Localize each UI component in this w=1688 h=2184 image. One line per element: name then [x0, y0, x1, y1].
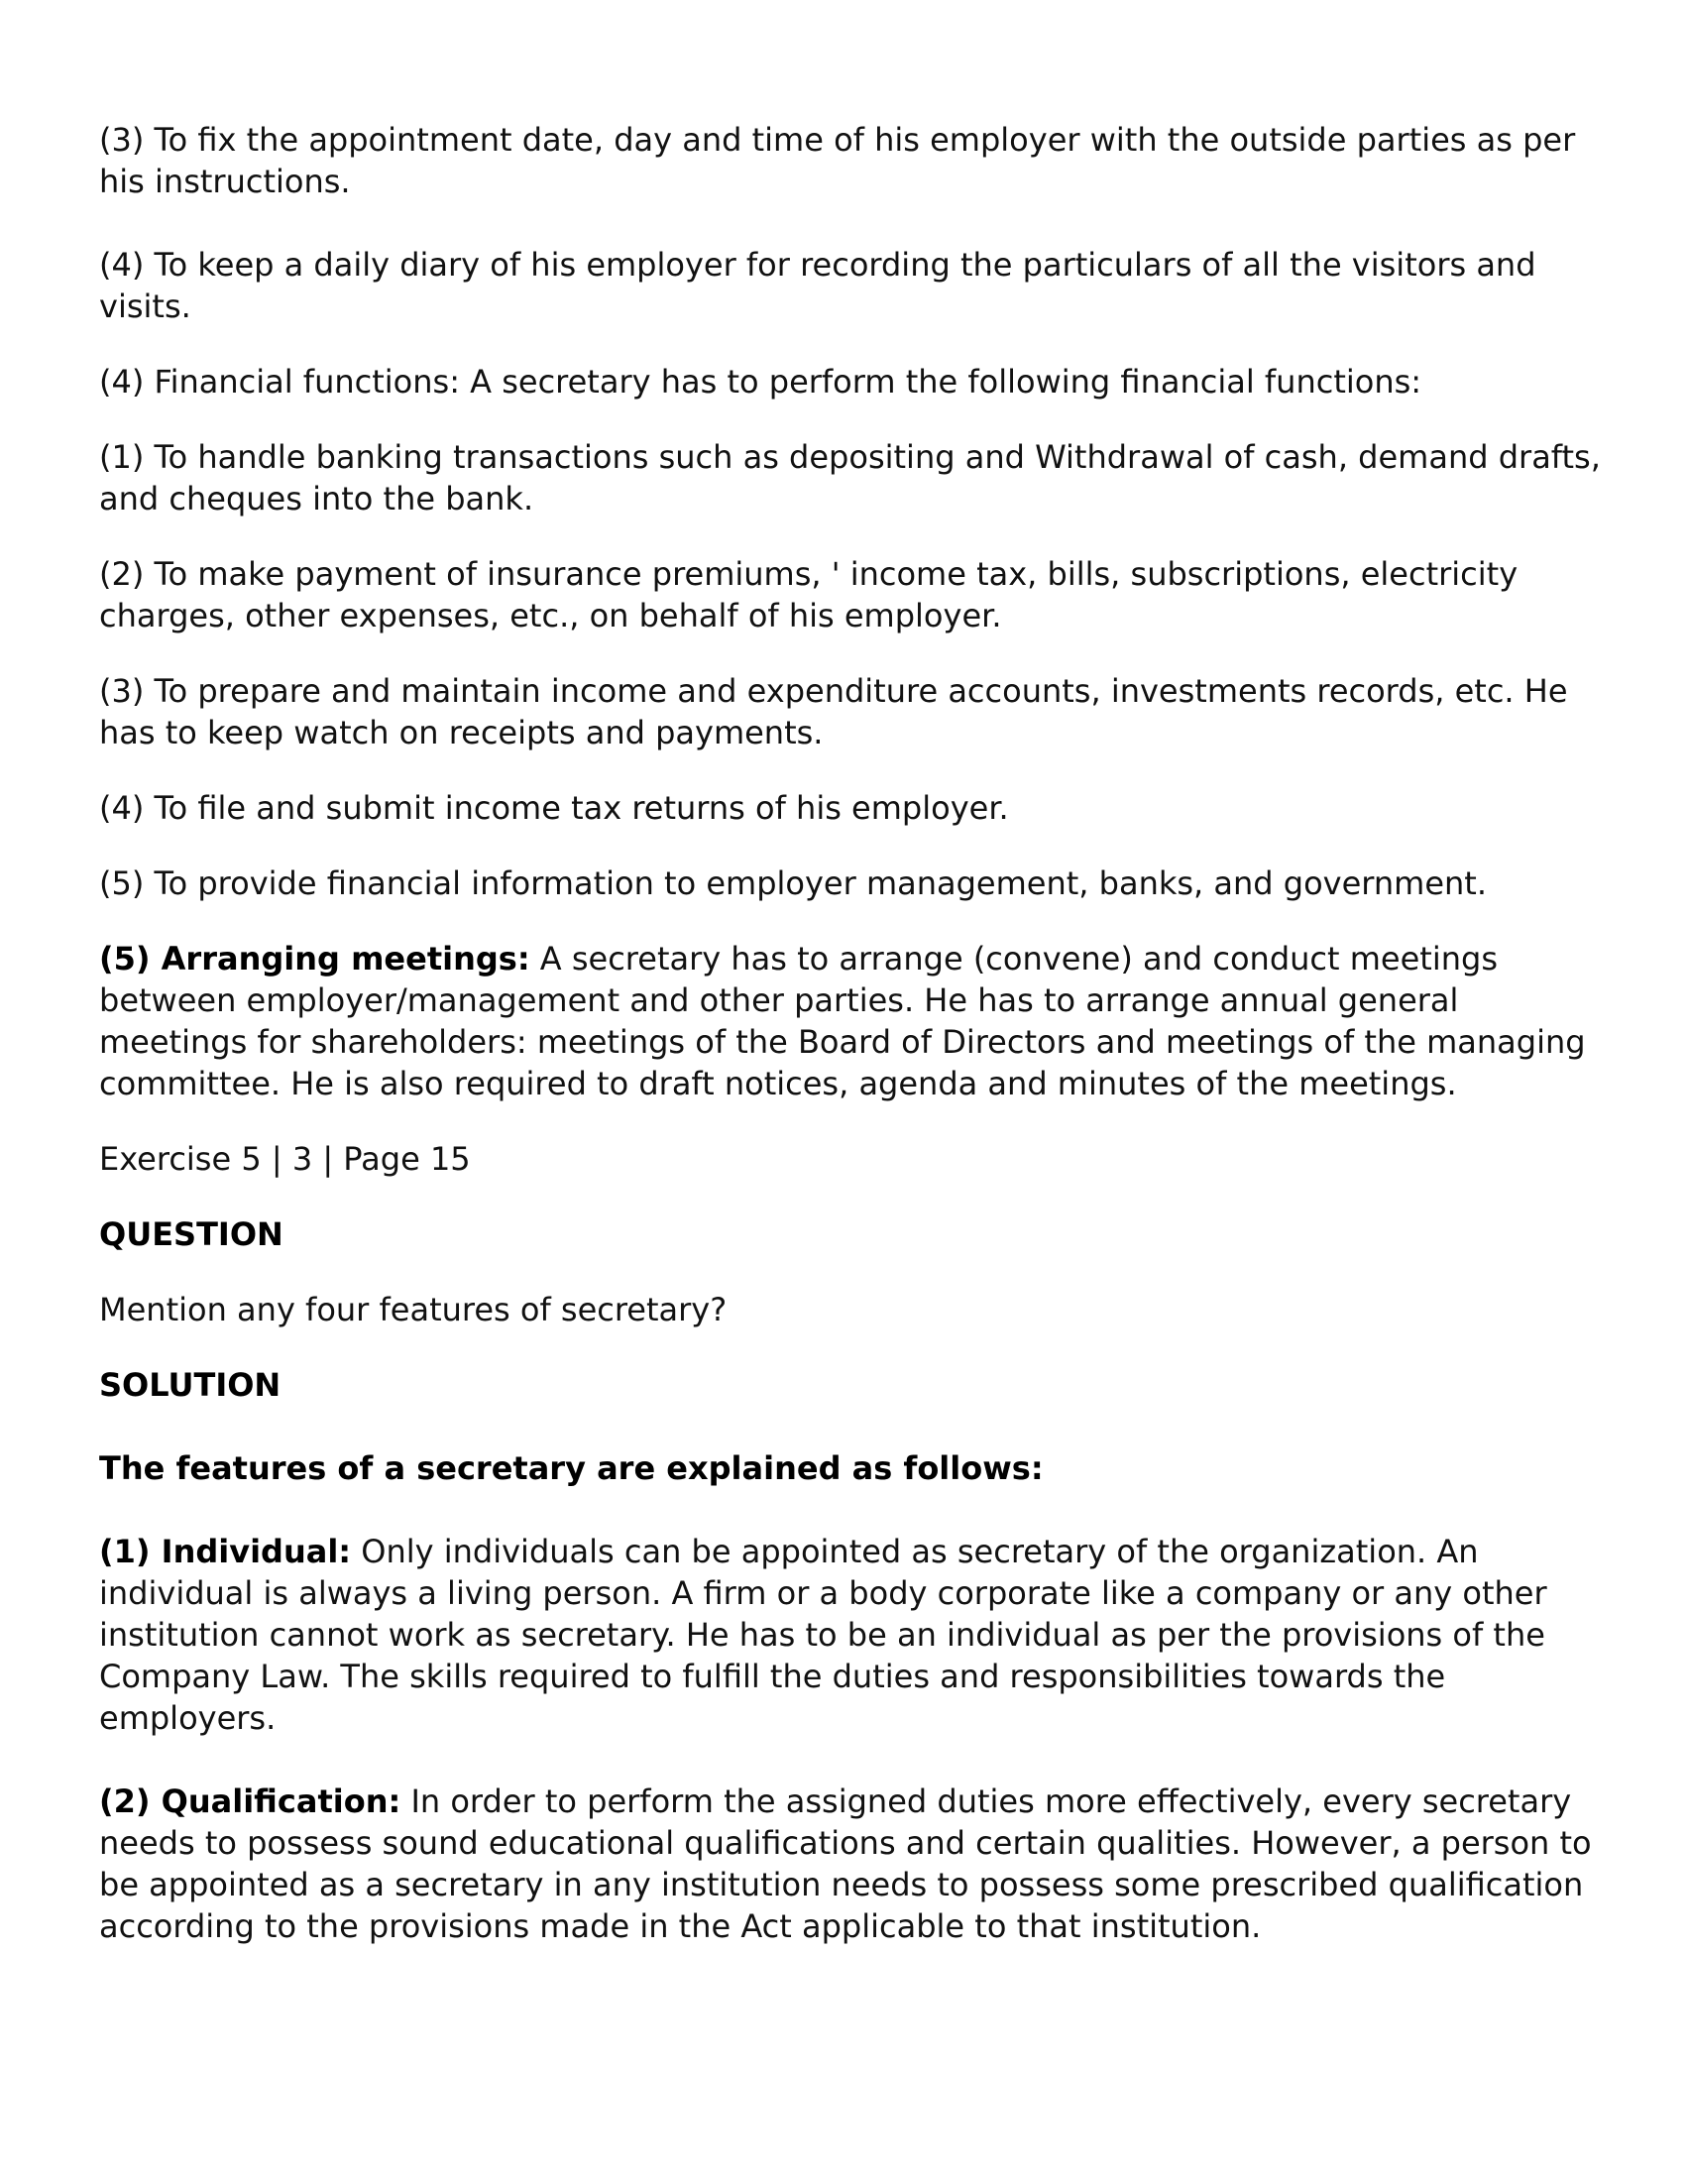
paragraph-text: A secretary has to arrange (convene) and conduct meetings between employer/management and other parties. He has to arrange annual general meetings for shareholders: meetings of the Board of Directors and meetings of the managing committee. He is also required to draft notices, agenda and minutes of the meetings. [99, 940, 1586, 1102]
paragraph-financial-info [99, 862, 1606, 904]
paragraph-appointment [99, 119, 1606, 202]
paragraph-text: (1) To handle banking transactions such as depositing and Withdrawal of cash, demand drafts, and cheques into the bank. [99, 438, 1601, 517]
heading-text: The features of a secretary are explained as follows: [99, 1449, 1044, 1487]
paragraph-text: (5) To provide financial information to employer management, banks, and government. [99, 864, 1488, 902]
question-heading [99, 1213, 1606, 1255]
paragraph-text: (2) To make payment of insurance premiums, ' income tax, bills, subscriptions, electricity charges, other expenses, etc., on behalf of his employer. [99, 555, 1519, 634]
heading-text: QUESTION [99, 1215, 283, 1253]
paragraph-text: (4) Financial functions: A secretary has to perform the following financial functions: [99, 363, 1422, 401]
paragraph-daily-diary [99, 244, 1606, 327]
heading-text: SOLUTION [99, 1366, 281, 1404]
paragraph-heading: (2) Qualification: [99, 1782, 401, 1820]
paragraph-text: (3) To prepare and maintain income and expenditure accounts, investments records, etc. He has to keep watch on receipts and payments. [99, 672, 1568, 751]
paragraph-individual [99, 1531, 1606, 1739]
paragraph-tax-returns [99, 787, 1606, 829]
paragraph-text: (3) To fix the appointment date, day and time of his employer with the outside parties as per his instructions. [99, 121, 1576, 200]
paragraph-qualification [99, 1781, 1606, 1947]
paragraph-financial-functions [99, 361, 1606, 402]
exercise-reference [99, 1138, 1606, 1180]
paragraph-heading: (1) Individual: [99, 1533, 352, 1570]
paragraph-heading: (5) Arranging meetings: [99, 940, 530, 977]
features-intro [99, 1447, 1606, 1489]
paragraph-banking [99, 436, 1606, 519]
paragraph-payments [99, 553, 1606, 636]
paragraph-text: In order to perform the assigned duties more effectively, every secretary needs to possess sound educational qualifications and certain qualities. However, a person to be appointed as a secretary in any institution needs to possess some prescribed qualification according to the provisions made in the Act applicable to that institution. [99, 1782, 1592, 1945]
document-page [99, 119, 1606, 1947]
paragraph-text: Mention any four features of secretary? [99, 1291, 728, 1328]
solution-heading [99, 1364, 1606, 1406]
paragraph-text: (4) To keep a daily diary of his employer for recording the particulars of all the visitors and visits. [99, 246, 1536, 325]
question-text [99, 1289, 1606, 1330]
paragraph-text: (4) To file and submit income tax returns of his employer. [99, 789, 1009, 827]
paragraph-arranging-meetings [99, 938, 1606, 1104]
paragraph-text: Exercise 5 | 3 | Page 15 [99, 1140, 471, 1178]
paragraph-accounts [99, 670, 1606, 753]
paragraph-text: Only individuals can be appointed as secretary of the organization. An individual is always a living person. A firm or a body corporate like a company or any other institution cannot work as secretary. He has to be an individual as per the provisions of the Company Law. The skills required to fulfill the duties and responsibilities towards the employers. [99, 1533, 1547, 1737]
